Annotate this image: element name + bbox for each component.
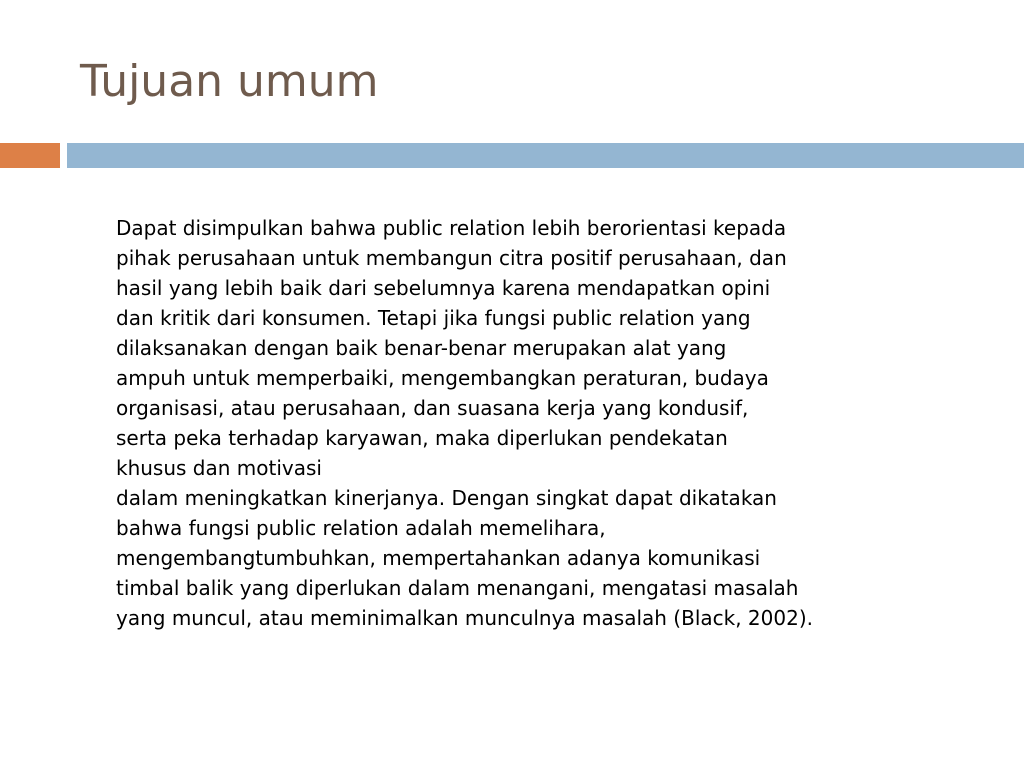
body-line: timbal balik yang diperlukan dalam menangani, mengatasi masalah (116, 576, 799, 600)
body-line: hasil yang lebih baik dari sebelumnya karena mendapatkan opini (116, 276, 771, 300)
slide-title: Tujuan umum (80, 56, 379, 107)
body-line: ampuh untuk memperbaiki, mengembangkan peraturan, budaya (116, 366, 769, 390)
accent-bar-blue (67, 143, 1024, 168)
accent-bar-orange (0, 143, 60, 168)
body-line: serta peka terhadap karyawan, maka diperlukan pendekatan (116, 426, 728, 450)
body-line: yang muncul, atau meminimalkan munculnya masalah (Black, 2002). (116, 606, 813, 630)
body-line: khusus dan motivasi (116, 456, 322, 480)
body-line: mengembangtumbuhkan, mempertahankan adanya komunikasi (116, 546, 761, 570)
body-line: dan kritik dari konsumen. Tetapi jika fungsi public relation yang (116, 306, 751, 330)
body-line: Dapat disimpulkan bahwa public relation lebih berorientasi kepada (116, 216, 787, 240)
body-line: pihak perusahaan untuk membangun citra positif perusahaan, dan (116, 246, 787, 270)
body-line: organisasi, atau perusahaan, dan suasana kerja yang kondusif, (116, 396, 749, 420)
body-line: dilaksanakan dengan baik benar-benar merupakan alat yang (116, 336, 727, 360)
body-paragraph (116, 213, 976, 633)
body-line: bahwa fungsi public relation adalah memelihara, (116, 516, 606, 540)
body-line: dalam meningkatkan kinerjanya. Dengan singkat dapat dikatakan (116, 486, 777, 510)
